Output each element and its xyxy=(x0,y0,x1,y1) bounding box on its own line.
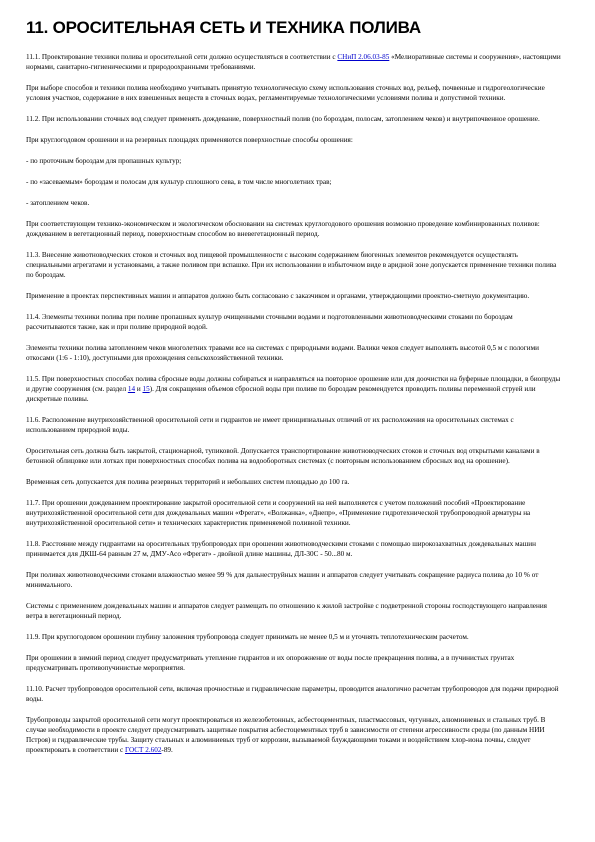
paragraph: При поливах животноводческими стоками влажностью менее 99 % для дальнеструйных машин и аппаратов следует учитывать сокращение радиуса полива до 10 % от минимального. xyxy=(26,571,539,589)
list-item: - по «засеваемым» бороздам и полосам для культур сплошного сева, в том числе многолетних трав; xyxy=(26,178,332,186)
paragraph: При выборе способов и техники полива необходимо учитывать принятую технологическую схему использования сточных вод, рельеф, почвенные и гидрогеологические условия участков, содержание в них взвешенных веществ в сточных водах, регламентируемые технологическими условиями полива и допустимой техники. xyxy=(26,84,545,102)
paragraph: При соответствующем технико-экономическом и экологическом обосновании на системах круглогодового орошения возможно проведение комбинированных поливов: дождеванием в вегетационный период, поверхностным способом во вневегетационный период. xyxy=(26,220,540,238)
list-item: - затоплением чеков. xyxy=(26,199,90,207)
paragraph: При орошении в зимний период следует предусматривать утепление гидрантов и их опорожнение от воды после прекращения полива, а в пучинистых грунтах предусматривать противопучинистые мероприятия. xyxy=(26,654,515,672)
paragraph-text: и xyxy=(135,385,143,393)
paragraph-11-5 xyxy=(26,374,563,404)
paragraph-text: «Мелиоративные системы и сооружения», настоящими нормами, санитарно-гигиеническими и природоохранными требованиями. xyxy=(26,53,561,71)
paragraph-11-4: 11.4. Элементы техники полива при поливе пропашных культур очищенными сточными водами и подготовленными животноводческими стоками по бороздам рассчитываются также, как и при поливе природной водой. xyxy=(26,313,513,331)
paragraph: Оросительная сеть должна быть закрытой, стационарной, тупиковой. Допускается транспортирование животноводческих стоков и сточных вод открытыми каналами в бетонной облицовке или лотках при поверхностных способах полива на водооборотных системах (с повторным использованием сбросных вод на орошение). xyxy=(26,447,540,465)
snip-link[interactable]: СНиП 2.06.03-85 xyxy=(337,53,390,61)
paragraph-11-7: 11.7. При орошении дождеванием проектирование закрытой оросительной сети и сооружений на ней выполняется с учетом положений пособий «Проектирование внутрихозяйственной оросительной сети для дождевальных машин «Фрегат», «Волжанка», «Днепр», «Применение гидротехнической трубопроводной арматуры на внутрихозяйственной оросительной сети» и технических характеристик применяемой поливной техники. xyxy=(26,499,531,527)
paragraph: Временная сеть допускается для полива резервных территорий и небольших систем площадью до 100 га. xyxy=(26,478,350,486)
paragraph: Применение в проектах перспективных машин и аппаратов должно быть согласовано с заказчиком и органами, утверждающими проектно-сметную документацию. xyxy=(26,292,530,300)
paragraph-11-9: 11.9. При круглогодовом орошении глубину заложения трубопровода следует принимать не менее 0,5 м и уточнять теплотехническим расчетом. xyxy=(26,633,469,641)
gost-link[interactable]: ГОСТ 2.602 xyxy=(125,746,162,754)
paragraph-text: Трубопроводы закрытой оросительной сети могут проектироваться из железобетонных, асбестоцементных, пластмассовых, чугунных, алюминиевых и стальных труб. В случае необходимости в проекте следует предусматривать защитные покрытия асбестоцементных труб в зависимости от степени агрессивности среды (по данным НИИ Пстроя) и гидравлические трубы. Защиту стальных и алюминиевых труб от коррозии, вызываемой блуждающими токами и воздействием хлор-иона почвы, следует проектировать в соответствии с xyxy=(26,716,546,754)
paragraph-text: 11.1. Проектирование техники полива и оросительной сети должно осуществляться в соответствии с xyxy=(26,53,338,61)
paragraph-text: -89. xyxy=(161,746,173,754)
paragraph xyxy=(26,715,563,755)
section-15-link[interactable]: 15 xyxy=(142,385,150,393)
paragraph-11-2: 11.2. При использовании сточных вод следует применять дождевание, поверхностный полив (по бороздам, полосам, затоплением чеков) и внутрипочвенное орошение. xyxy=(26,115,540,123)
paragraph: При круглогодовом орошении и на резервных площадях применяются поверхностные способы орошения: xyxy=(26,136,353,144)
paragraph-11-3: 11.3. Внесение животноводческих стоков и сточных вод пищевой промышленности с высоким содержанием биогенных элементов рекомендуется осуществлять специальными агрегатами и установками, а также поливом при вспашке. При их использовании в избыточном виде в аридной зоне допускается применение техники полива по бороздам. xyxy=(26,251,557,279)
paragraph-text: 11.5. При поверхностных способах полива сбросные воды должны собираться и направляться на повторное орошение или для доочистки на буферные площадки, в биопруды и другие сооружения (см. раздел xyxy=(26,375,561,393)
paragraph: Элементы техники полива затоплением чеков многолетних травами все на системах с природными водами. Валики чеков следует выполнять высотой 0,5 м с пологими откосами (1:6 - 1:10), доступными для прохождения сельскохозяйственной техники. xyxy=(26,344,539,362)
section-14-link[interactable]: 14 xyxy=(127,385,136,393)
list-item: - по проточным бороздам для пропашных культур; xyxy=(26,157,182,165)
page-title: 11. ОРОСИТЕЛЬНАЯ СЕТЬ И ТЕХНИКА ПОЛИВА xyxy=(26,18,421,37)
paragraph-11-6: 11.6. Расположение внутрихозяйственной оросительной сети и гидрантов не имеет принципиальных отличий от их расположения на оросительных системах с использованием природной воды. xyxy=(26,416,514,434)
paragraph-11-10: 11.10. Расчет трубопроводов оросительной сети, включая прочностные и гидравлические параметры, проводится аналогично расчетам трубопроводов для подачи природной воды. xyxy=(26,685,559,703)
paragraph-11-1 xyxy=(26,52,563,72)
paragraph-11-8: 11.8. Расстояние между гидрантами на оросительных трубопроводах при орошении животноводческими стоками с помощью широкозахватных дождевальных машин принимается для ДКШ-64 равным 27 м, ДМУ-Асо «Фрегат» - двойной длине машины, ДЛ-30С - 50...80 м. xyxy=(26,540,536,558)
paragraph-text: ). Для сокращения объемов сбросной воды при поливе по бороздам рекомендуется проводить поливы переменной струей или дискретные поливы. xyxy=(26,385,536,403)
paragraph: Системы с применением дождевальных машин и аппаратов следует размещать по отношению к жилой застройке с подветренной стороны господствующего направления ветра в вегетационный период. xyxy=(26,602,547,620)
